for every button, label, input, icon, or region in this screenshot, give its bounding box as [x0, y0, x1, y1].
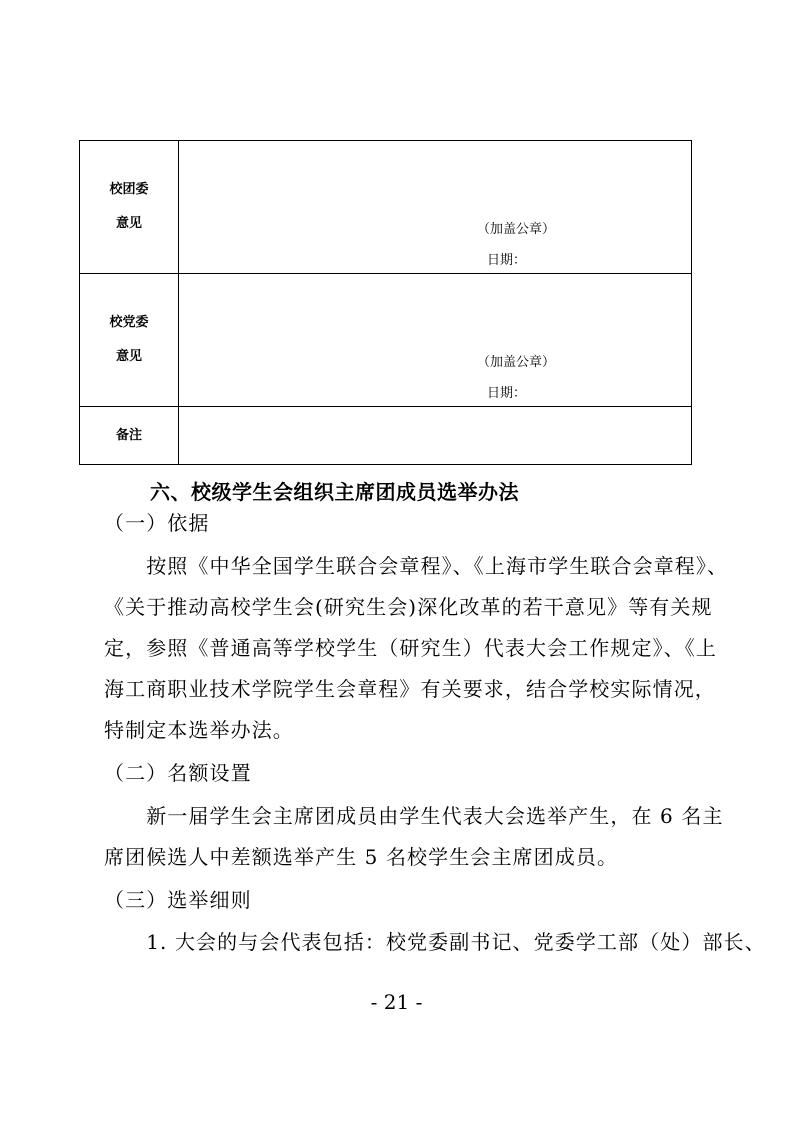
approval-table [79, 140, 692, 465]
table-row-youth-league [80, 141, 692, 274]
quota-line: 新一届学生会主席团成员由学生代表大会选举产生，在 6 名主 [104, 804, 724, 828]
subsection-heading-quota: （二）名额设置 [104, 761, 252, 785]
party-committee-opinion-cell [179, 274, 692, 407]
subsection-heading-basis: （一）依据 [104, 511, 210, 535]
youth-league-label [80, 141, 179, 274]
basis-line: 《关于推动高校学生会(研究生会)深化改革的若干意见》等有关规 [104, 595, 713, 619]
basis-line: 特制定本选举办法。 [104, 718, 294, 742]
basis-line: 按照《中华全国学生联合会章程》、《上海市学生联合会章程》、 [104, 554, 729, 578]
date-label: 日期： [487, 386, 527, 401]
remarks-label: 备注 [80, 407, 179, 465]
stamp-note: （加盖公章） [477, 222, 556, 237]
date-label: 日期： [487, 253, 527, 268]
remarks-cell [179, 407, 692, 465]
section-heading: 六、校级学生会组织主席团成员选举办法 [150, 480, 519, 504]
youth-league-opinion-cell [179, 141, 692, 274]
label-line-2: 意见 [115, 349, 142, 364]
label-line-1: 校党委 [109, 315, 149, 330]
label-line-2: 意见 [115, 216, 142, 231]
table-row-remarks [80, 407, 692, 465]
party-committee-label [80, 274, 179, 407]
table-row-party-committee [80, 274, 692, 407]
subsection-heading-rules: （三）选举细则 [104, 888, 252, 912]
rule-line: 1. 大会的与会代表包括：校党委副书记、党委学工部（处）部长、 [104, 930, 766, 954]
basis-line: 定，参照《普通高等学校学生（研究生）代表大会工作规定》、《上 [104, 636, 717, 660]
quota-line: 席团候选人中差额选举产生 5 名校学生会主席团成员。 [104, 845, 619, 869]
label-line-1: 校团委 [109, 182, 149, 197]
page-number: - 21 - [370, 990, 423, 1014]
stamp-note: （加盖公章） [477, 355, 556, 370]
basis-line: 海工商职业技术学院学生会章程》有关要求，结合学校实际情况， [104, 677, 716, 701]
